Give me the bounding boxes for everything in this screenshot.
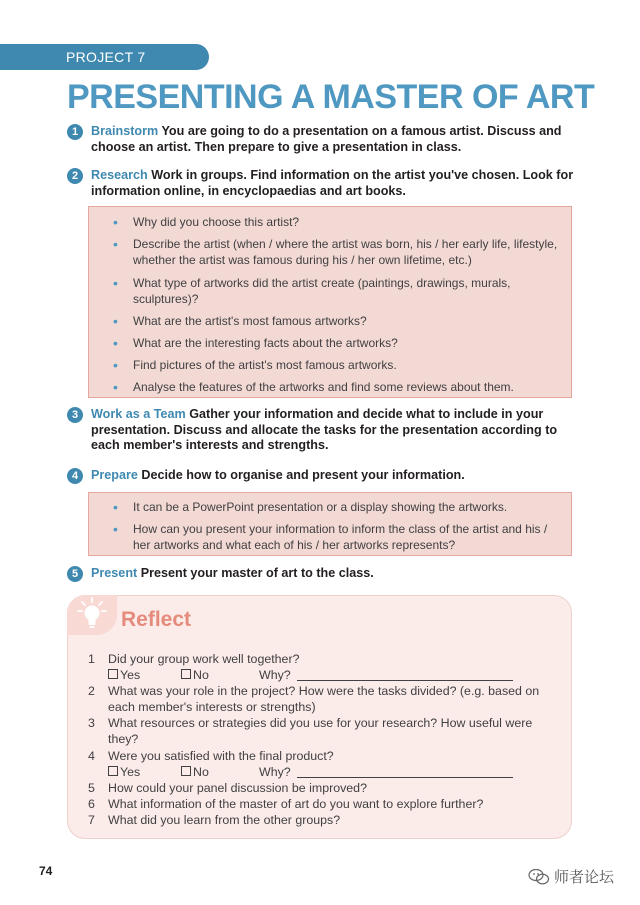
list-item: • How can you present your information to inform the class of the artist and his / her artworks and what each of his / her artworks represents? [113,521,548,552]
step-instruction: Decide how to organise and present your information. [141,468,465,482]
bullet-icon: • [113,335,118,351]
bullet-icon: • [113,499,118,515]
list-item: • Describe the artist (when / where the artist was born, his / her early life, lifestyle, whether the artist was famous during his / her own lifetime, etc.) [113,236,558,267]
reflect-title: Reflect [121,608,192,631]
list-item: • Why did you choose this artist? [113,214,300,230]
watermark-text: 师者论坛 [554,869,615,886]
list-item: • It can be a PowerPoint presentation or a display showing the artworks. [113,499,508,515]
list-item: • Analyse the features of the artworks and find some reviews about them. [113,379,514,395]
bullet-icon: • [113,357,118,373]
prepare-tips-box [88,492,572,556]
step-prepare [67,468,587,484]
project-label-tab [0,44,209,70]
research-questions-box [88,206,572,398]
step-instruction: Present your master of art to the class. [140,566,374,580]
step-text [91,566,587,582]
step-number: 2 [67,168,83,184]
reflect-question: 6 What information of the master of art do you want to explore further? [88,797,484,811]
bullet-icon: • [113,379,118,395]
why-answer-line[interactable] [297,668,513,681]
step-keyword: Work as a Team [91,407,186,421]
why-answer-line[interactable] [297,765,513,778]
step-keyword: Research [91,168,148,182]
step-text [91,407,587,454]
reflect-question: 2 What was your role in the project? How were the tasks divided? (e.g. based on each member's interests or strengths) [88,684,540,714]
bullet-icon: • [113,275,118,291]
step-text [91,168,587,199]
step-number: 4 [67,468,83,484]
yes-checkbox[interactable] [108,669,118,679]
list-item: • What are the interesting facts about the artworks? [113,335,398,351]
reflect-question: 7 What did you learn from the other groups? [88,813,341,827]
lightbulb-icon [77,597,107,631]
no-checkbox[interactable] [181,766,191,776]
page-number: 74 [39,864,53,878]
step-keyword: Brainstorm [91,124,159,138]
step-number: 1 [67,124,83,140]
list-item: • Find pictures of the artist's most famous artworks. [113,357,397,373]
step-research [67,168,587,199]
no-checkbox[interactable] [181,669,191,679]
bullet-icon: • [113,214,118,230]
reflect-question: 4 Were you satisfied with the final product? Yes No Why? [88,748,558,780]
chat-bubble-icon [528,868,550,886]
page-title: PRESENTING A MASTER OF ART [67,78,595,116]
list-item: • What are the artist's most famous artworks? [113,313,367,329]
step-text [91,468,587,484]
reflect-question: 3 What resources or strategies did you use for your research? How useful were they? [88,716,533,746]
yes-checkbox[interactable] [108,766,118,776]
step-keyword: Present [91,566,138,580]
step-brainstorm [67,124,587,155]
reflect-panel [67,595,572,839]
step-number: 3 [67,407,83,423]
step-present [67,566,587,582]
reflect-question: 5 How could your panel discussion be improved? [88,781,367,795]
step-text [91,124,587,155]
list-item: • What type of artworks did the artist create (paintings, drawings, murals, sculptures)? [113,275,511,306]
lightbulb-badge [67,595,117,635]
bullet-icon: • [113,313,118,329]
bullet-icon: • [113,521,118,537]
step-instruction: Gather your information and decide what to include in your presentation. Discuss and allocate the tasks for the presentation according to each member's interests and strengths. [91,407,558,452]
watermark [528,866,614,887]
step-number: 5 [67,566,83,582]
step-keyword: Prepare [91,468,138,482]
bullet-icon: • [113,236,118,252]
step-work-as-team [67,407,587,454]
project-label: PROJECT 7 [66,49,146,65]
step-instruction: Work in groups. Find information on the artist you've chosen. Look for information online, in encyclopaedias and art books. [91,168,574,198]
step-instruction: You are going to do a presentation on a famous artist. Discuss and choose an artist. Then prepare to give a presentation in class. [91,124,562,154]
reflect-question: 1 Did your group work well together? Yes No Why? [88,651,558,683]
